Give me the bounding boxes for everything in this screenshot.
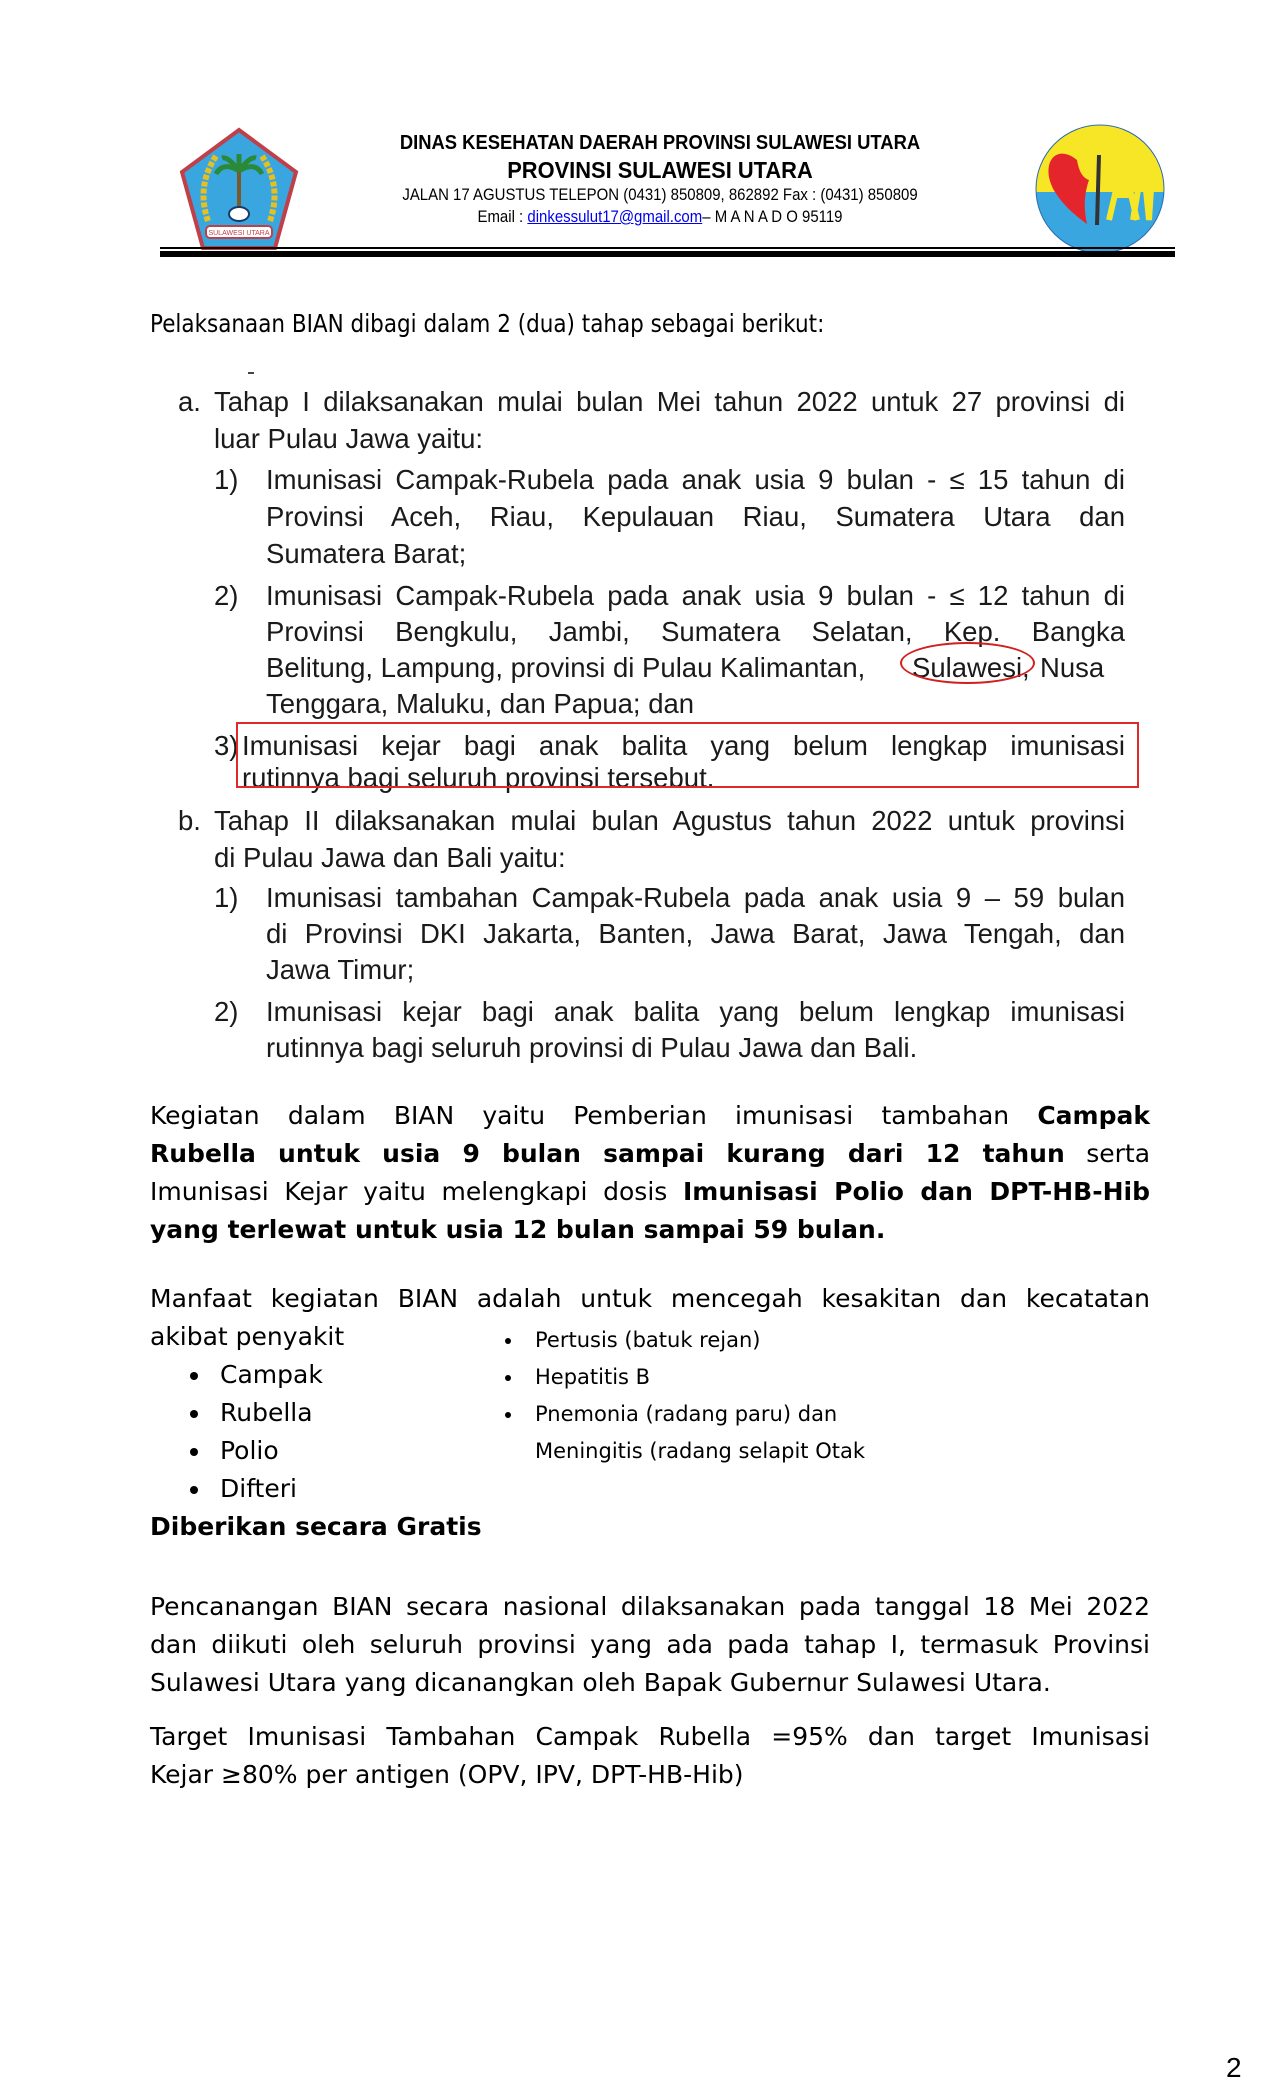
- list-item: Hepatitis B: [505, 1359, 865, 1396]
- stage-b-line: di Pulau Jawa dan Bali yaitu:: [214, 842, 566, 873]
- stage-b-marker: b.: [178, 805, 201, 836]
- stage-a-line: Tahap I dilaksanakan mulai bulan Mei tahun 2022 untuk 27 provinsi di: [214, 386, 1125, 417]
- stage-b-line: Tahap II dilaksanakan mulai bulan Agustus tahun 2022 untuk provinsi: [214, 805, 1125, 836]
- launch-line: Pencanangan BIAN secara nasional dilaksanakan pada tanggal 18 Mei 2022: [150, 1592, 1150, 1621]
- disease-list-right: [505, 1322, 865, 1470]
- activities-line-1: Kegiatan dalam BIAN yaitu Pemberian imunisasi tambahan Campak: [150, 1101, 1150, 1130]
- disease-list-left: [190, 1356, 323, 1508]
- item-line: Sumatera Barat;: [266, 538, 467, 569]
- target-line: Target Imunisasi Tambahan Campak Rubella =95% dan target Imunisasi: [150, 1722, 1150, 1751]
- page-number: 2: [1226, 2052, 1242, 2083]
- target-paragraph: [150, 1718, 1150, 1794]
- bullet-icon: [505, 1412, 511, 1418]
- launch-line: Sulawesi Utara yang dicanangkan oleh Bapak Gubernur Sulawesi Utara.: [150, 1668, 1051, 1697]
- header-divider-thin: [160, 247, 1175, 249]
- list-item: Polio: [190, 1432, 323, 1470]
- bullet-icon: [190, 1410, 198, 1418]
- item-line: Imunisasi kejar bagi anak balita yang belum lengkap imunisasi: [266, 996, 1125, 1027]
- list-item: Campak: [190, 1356, 323, 1394]
- bullet-icon: [190, 1486, 198, 1494]
- highlight-circle: [900, 642, 1035, 684]
- stage-a-marker: a.: [178, 386, 201, 417]
- item-line: rutinnya bagi seluruh provinsi tersebut.: [242, 762, 715, 793]
- province-name: PROVINSI SULAWESI UTARA: [507, 157, 813, 183]
- scan-artifact: [248, 372, 254, 374]
- item-marker: 2): [214, 580, 239, 611]
- intro-paragraph: Pelaksanaan BIAN dibagi dalam 2 (dua) tahap sebagai berikut:: [150, 309, 825, 338]
- contact-line: [343, 206, 977, 228]
- list-item: Difteri: [190, 1470, 323, 1508]
- item-line: Imunisasi Campak-Rubela pada anak usia 9 bulan - ≤ 15 tahun di: [266, 464, 1125, 495]
- header-divider-thick: [160, 251, 1175, 257]
- agency-name: DINAS KESEHATAN DAERAH PROVINSI SULAWESI UTARA: [399, 132, 921, 154]
- list-item: Pertusis (batuk rejan): [505, 1322, 865, 1359]
- letterhead-text: [300, 130, 1020, 228]
- stage-a-line: luar Pulau Jawa yaitu:: [214, 423, 484, 454]
- item-line: Belitung, Lampung, provinsi di Pulau Kalimantan,: [266, 652, 866, 683]
- item-line: Jawa Timur;: [266, 954, 415, 985]
- list-item-continuation: Meningitis (radang selapit Otak: [535, 1439, 865, 1463]
- item-line: di Provinsi DKI Jakarta, Banten, Jawa Barat, Jawa Tengah, dan: [266, 918, 1125, 949]
- item-line: Provinsi Bengkulu, Jambi, Sumatera Selatan, Kep. Bangka: [266, 616, 1125, 647]
- item-marker: 1): [214, 464, 239, 495]
- launch-line: dan diikuti oleh seluruh provinsi yang ada pada tahap I, termasuk Provinsi: [150, 1630, 1150, 1659]
- circled-word: Sulawesi,: [912, 652, 1030, 683]
- item-line: rutinnya bagi seluruh provinsi di Pulau Jawa dan Bali.: [266, 1032, 918, 1063]
- activities-line-4: yang terlewat untuk usia 12 bulan sampai 59 bulan.: [150, 1215, 886, 1244]
- activities-paragraph: [150, 1097, 1150, 1249]
- city-postcode: – M A N A D O 95119: [702, 207, 843, 226]
- list-item: Pnemonia (radang paru) dan: [505, 1396, 865, 1433]
- item-marker: 1): [214, 882, 239, 913]
- bullet-icon: [190, 1448, 198, 1456]
- item-line: Imunisasi tambahan Campak-Rubela pada anak usia 9 – 59 bulan: [266, 882, 1125, 913]
- item-line: Imunisasi Campak-Rubela pada anak usia 9 bulan - ≤ 12 tahun di: [266, 580, 1125, 611]
- emblem-ribbon-text: SULAWESI UTARA: [208, 230, 270, 237]
- item-line: Imunisasi kejar bagi anak balita yang belum lengkap imunisasi: [242, 730, 1125, 761]
- item-marker: 2): [214, 996, 239, 1027]
- provincial-emblem-icon: [178, 126, 300, 254]
- activities-line-2: Rubella untuk usia 9 bulan sampai kurang dari 12 tahun serta: [150, 1139, 1151, 1168]
- email-label: Email :: [477, 207, 528, 226]
- bullet-icon: [505, 1375, 511, 1381]
- activities-line-3: Imunisasi Kejar yaitu melengkapi dosis Imunisasi Polio dan DPT-HB-Hib: [150, 1177, 1150, 1206]
- office-address: JALAN 17 AGUSTUS TELEPON (0431) 850809, 862892 Fax : (0431) 850809: [402, 185, 918, 204]
- bullet-icon: [505, 1338, 511, 1344]
- benefits-intro-cont: akibat penyakit: [150, 1322, 345, 1351]
- launch-paragraph: [150, 1588, 1150, 1702]
- item-line: Provinsi Aceh, Riau, Kepulauan Riau, Sumatera Utara dan: [266, 501, 1125, 532]
- benefits-intro: Manfaat kegiatan BIAN adalah untuk mencegah kesakitan dan kecatatan: [150, 1284, 1150, 1313]
- target-line: Kejar ≥80% per antigen (OPV, IPV, DPT-HB-Hib): [150, 1760, 744, 1789]
- item-line: Tenggara, Maluku, dan Papua; dan: [266, 688, 695, 719]
- item-marker: 3): [214, 730, 239, 761]
- item-line-tail: Nusa: [1040, 652, 1105, 683]
- free-note: Diberikan secara Gratis: [150, 1512, 482, 1541]
- bullet-icon: [190, 1372, 198, 1380]
- email-link[interactable]: dinkessulut17@gmail.com: [527, 207, 703, 226]
- highlight-box: [236, 722, 1139, 788]
- list-item: Rubella: [190, 1394, 323, 1432]
- bian-logo-icon: [1025, 120, 1175, 258]
